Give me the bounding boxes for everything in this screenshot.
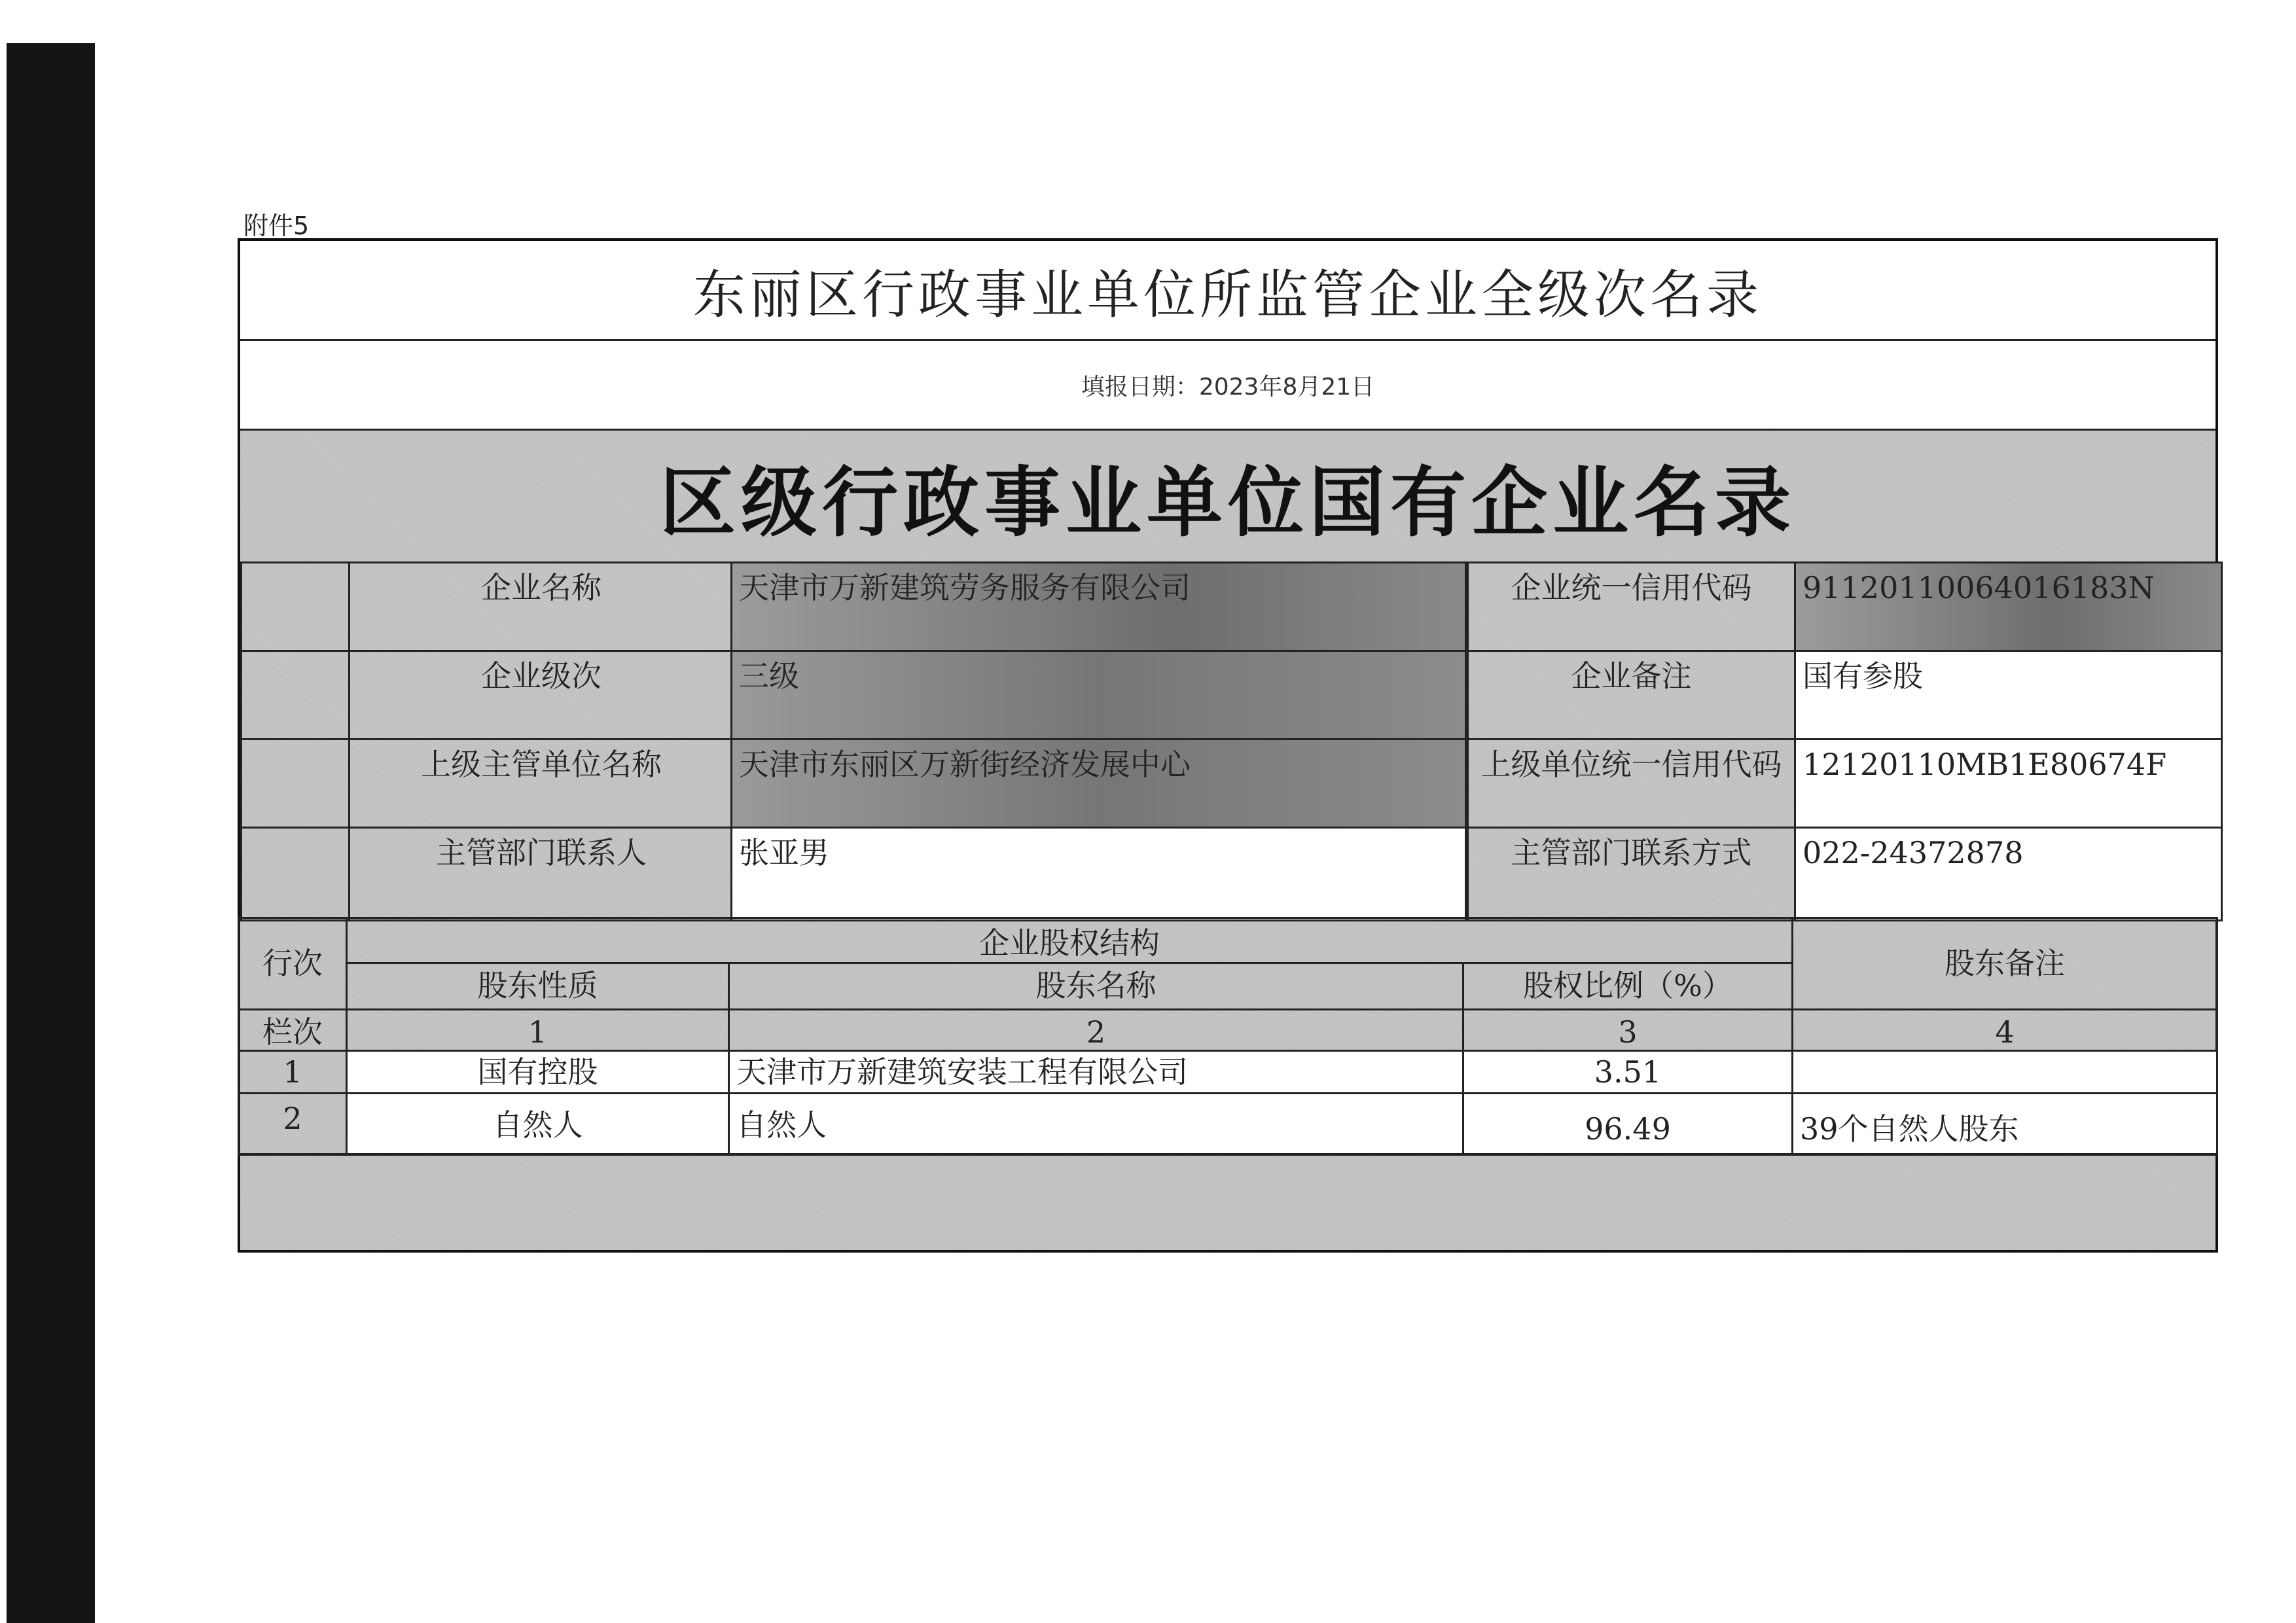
- sub-title: 区级行政事业单位国有企业名录: [660, 458, 1796, 547]
- equity-ratio: 96.49: [1462, 1092, 1793, 1155]
- company-name-label: 企业名称: [348, 562, 734, 652]
- level-label: 企业级次: [348, 650, 734, 740]
- shareholder-remark-header: 股东备注: [1791, 917, 2218, 1010]
- phone-value: 022-24372878: [1794, 827, 2223, 921]
- equity-structure-header: 企业股权结构: [346, 917, 1793, 964]
- row-index: 2: [238, 1092, 348, 1155]
- shareholder-nature-header: 股东性质: [346, 962, 730, 1010]
- shareholder-nature: 自然人: [346, 1092, 730, 1155]
- parent-code-label: 上级单位统一信用代码: [1465, 738, 1798, 829]
- credit-code-label: 企业统一信用代码: [1465, 562, 1798, 652]
- shareholder-nature: 国有控股: [346, 1050, 730, 1094]
- contact-label: 主管部门联系人: [348, 827, 734, 921]
- shareholder-name: 自然人: [728, 1092, 1464, 1155]
- shareholder-remark: [1791, 1050, 2218, 1094]
- equity-ratio-header: 股权比例（%）: [1462, 962, 1793, 1010]
- attachment-label: 附件5: [243, 211, 310, 240]
- remark-value: 国有参股: [1794, 650, 2223, 740]
- column-number: 1: [346, 1008, 730, 1052]
- row-index-header: 行次: [238, 917, 348, 1010]
- company-name-value: 天津市万新建筑劳务服务有限公司: [730, 562, 1469, 652]
- row-index: 1: [238, 1050, 348, 1094]
- level-value: 三级: [730, 650, 1469, 740]
- parent-unit-value: 天津市东丽区万新街经济发展中心: [730, 738, 1469, 829]
- column-number: 3: [1462, 1008, 1793, 1052]
- credit-code-value: 91120110064016183N: [1794, 562, 2223, 652]
- parent-unit-label: 上级主管单位名称: [348, 738, 734, 829]
- shareholder-remark: 39个自然人股东: [1791, 1092, 2218, 1155]
- column-number: 4: [1791, 1008, 2218, 1052]
- main-title: 东丽区行政事业单位所监管企业全级次名录: [240, 241, 2215, 341]
- shareholder-name-header: 股东名称: [728, 962, 1464, 1010]
- shareholder-name: 天津市万新建筑安装工程有限公司: [728, 1050, 1464, 1094]
- equity-ratio: 3.51: [1462, 1050, 1793, 1094]
- table-divider: [238, 1153, 2218, 1156]
- fill-date: 填报日期：2023年8月21日: [240, 341, 2215, 431]
- remark-label: 企业备注: [1465, 650, 1798, 740]
- column-number: 2: [728, 1008, 1464, 1052]
- parent-code-value: 12120110MB1E80674F: [1794, 738, 2223, 829]
- column-label: 栏次: [238, 1008, 348, 1052]
- phone-label: 主管部门联系方式: [1465, 827, 1798, 921]
- contact-value: 张亚男: [730, 827, 1469, 921]
- scan-edge: [7, 43, 95, 1623]
